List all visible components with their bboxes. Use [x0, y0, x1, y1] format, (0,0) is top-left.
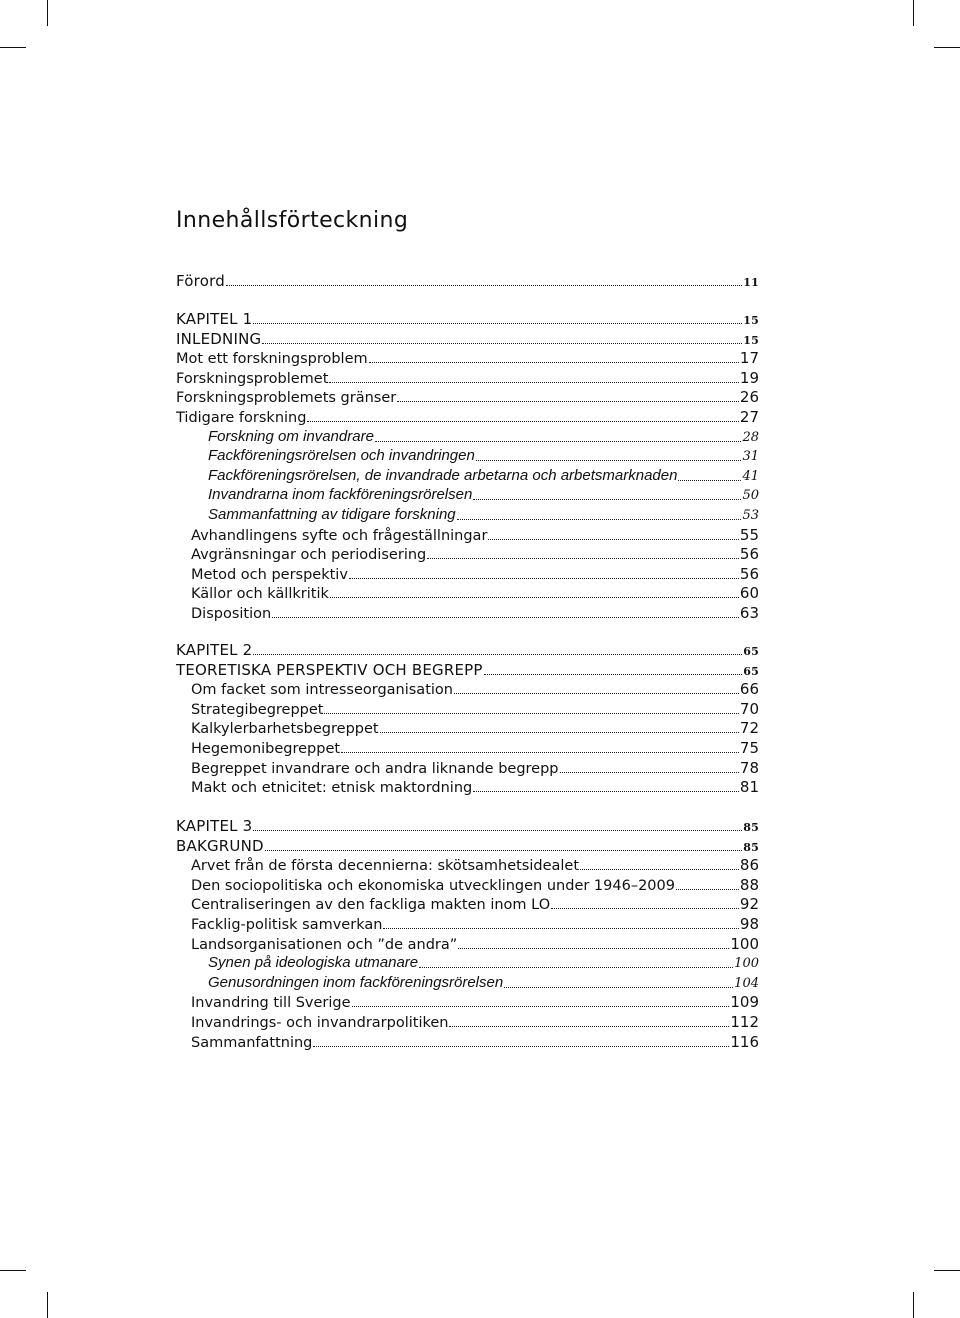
toc-entry-label: Tidigare forskning: [176, 410, 307, 426]
toc-entry-label: Källor och källkritik: [191, 586, 329, 603]
toc-dot-leader: [473, 485, 741, 500]
toc-entry[interactable]: [176, 329, 759, 349]
toc-entry[interactable]: [208, 466, 759, 486]
toc-entry-page: 31: [742, 449, 759, 465]
toc-entry[interactable]: [191, 894, 759, 914]
toc-dot-leader: [265, 836, 742, 851]
toc-dot-leader: [457, 505, 742, 520]
toc-dot-leader: [560, 758, 739, 773]
toc-entry[interactable]: [176, 271, 759, 291]
toc-entry[interactable]: [176, 407, 759, 427]
toc-entry-label: TEORETISKA PERSPEKTIV OCH BEGREPP: [176, 660, 483, 679]
toc-entry-label: Centraliseringen av den fackliga makten inom LO: [191, 897, 551, 914]
toc-entry[interactable]: [176, 836, 759, 856]
toc-entry[interactable]: [191, 564, 759, 584]
toc-dot-leader: [369, 348, 739, 363]
toc-entry-label: Mot ett forskningsproblem: [176, 351, 368, 368]
toc-entry[interactable]: [208, 446, 759, 466]
toc-entry-label: Fackföreningsrörelsen och invandringen: [208, 447, 475, 465]
toc-entry-label: Sammanfattning: [191, 1034, 313, 1051]
toc-entry-page: 27: [739, 408, 759, 426]
toc-entry-page: 92: [739, 895, 759, 914]
toc-entry-page: 66: [739, 680, 759, 699]
toc-entry-label: Avgränsningar och periodisering: [191, 547, 427, 564]
toc-entry-page: 56: [739, 564, 759, 583]
toc-entry-label: BAKGRUND: [176, 836, 264, 855]
toc-entry-page: 53: [742, 508, 759, 523]
toc-dot-leader: [488, 525, 738, 540]
toc-entry-page: 116: [730, 1032, 759, 1051]
toc-entry-label: Invandrarna inom fackföreningsrörelsen: [208, 486, 473, 504]
toc-entry-label: Arvet från de första decennierna: skötsamhetsidealet: [191, 858, 580, 875]
toc-dot-leader: [676, 875, 739, 890]
toc-entry-page: 85: [743, 840, 759, 854]
toc-dot-leader: [484, 660, 743, 675]
toc-entry-label: Genusordningen inom fackföreningsrörelsen: [208, 973, 504, 991]
toc-entry-page: 85: [743, 821, 759, 834]
toc-entry[interactable]: [208, 485, 759, 505]
toc-dot-leader: [383, 914, 738, 929]
toc-entry[interactable]: [191, 855, 759, 875]
toc-dot-leader: [476, 446, 742, 461]
toc-dot-leader: [473, 777, 739, 792]
toc-dot-leader: [253, 640, 742, 655]
toc-entry-page: 26: [739, 388, 759, 407]
toc-entry-page: 60: [739, 584, 759, 603]
toc-entry-label: Facklig-politisk samverkan: [191, 917, 383, 933]
toc-dot-leader: [341, 738, 739, 753]
toc-entry-label: Disposition: [191, 606, 272, 622]
toc-entry[interactable]: [191, 777, 759, 797]
toc-dot-leader: [313, 1032, 729, 1047]
toc-entry-page: 15: [743, 333, 759, 347]
toc-entry-page: 55: [739, 525, 759, 544]
toc-entry[interactable]: [176, 640, 759, 660]
toc-dot-leader: [272, 603, 739, 618]
toc-dot-leader: [329, 368, 739, 383]
toc-dot-leader: [330, 583, 739, 598]
toc-dot-leader: [419, 953, 733, 968]
toc-entry[interactable]: [191, 525, 759, 545]
toc-entry-page: 72: [739, 719, 759, 738]
toc-entry-page: 63: [739, 604, 759, 622]
toc-dot-leader: [580, 855, 739, 870]
toc-entry-page: 70: [739, 699, 759, 718]
toc-entry-page: 28: [742, 429, 759, 445]
toc-entry[interactable]: [176, 348, 759, 368]
toc-entry[interactable]: [191, 758, 759, 778]
toc-entry[interactable]: [191, 603, 759, 623]
toc-entry-page: 75: [739, 739, 759, 757]
toc-entry-label: Kalkylerbarhetsbegreppet: [191, 721, 379, 738]
toc-dot-leader: [380, 718, 739, 733]
toc-dot-leader: [262, 329, 742, 344]
toc-entry[interactable]: [176, 816, 759, 836]
toc-entry-label: Landsorganisationen och ”de andra”: [191, 936, 458, 953]
toc-entry-page: 100: [734, 956, 759, 972]
toc-entry[interactable]: [191, 1032, 759, 1052]
toc-entry-page: 98: [739, 915, 759, 933]
toc-dot-leader: [307, 407, 738, 422]
toc-entry[interactable]: [176, 309, 759, 329]
toc-entry-label: Sammanfattning av tidigare forskning: [208, 506, 456, 523]
toc-dot-leader: [504, 973, 733, 988]
page-title: Innehållsförteckning: [176, 208, 409, 233]
toc-dot-leader: [375, 427, 742, 442]
toc-entry-page: 17: [739, 349, 759, 368]
toc-entry-label: Forskning om invandrare: [208, 427, 374, 445]
toc-entry[interactable]: [191, 679, 759, 699]
toc-entry-page: 88: [739, 875, 759, 894]
toc-dot-leader: [349, 564, 739, 579]
toc-entry-label: Makt och etnicitet: etnisk maktordning: [191, 780, 473, 797]
toc-entry-page: 109: [730, 993, 759, 1012]
toc-entry-page: 86: [739, 856, 759, 875]
toc-entry-page: 104: [734, 975, 759, 991]
toc-entry-page: 41: [742, 468, 759, 484]
toc-entry[interactable]: [191, 934, 759, 954]
toc-entry-page: 100: [730, 934, 759, 953]
toc-dot-leader: [551, 894, 739, 909]
toc-entry-label: Strategibegreppet: [191, 701, 324, 718]
toc-entry[interactable]: [191, 699, 759, 719]
toc-entry-label: Fackföreningsrörelsen, de invandrade arbetarna och arbetsmarknaden: [208, 466, 678, 484]
toc-entry-label: Förord: [176, 272, 225, 290]
toc-entry-page: 78: [739, 758, 759, 777]
toc-entry-label: Metod och perspektiv: [191, 566, 348, 583]
toc-entry-page: 56: [739, 545, 759, 564]
toc-dot-leader: [458, 934, 729, 949]
toc-entry-label: KAPITEL 1: [176, 310, 253, 328]
toc-entry-label: Forskningsproblemet: [176, 370, 329, 387]
toc-entry-page: 11: [743, 276, 759, 289]
toc-entry-page: 112: [730, 1013, 759, 1031]
toc-entry[interactable]: [208, 973, 759, 993]
toc-entry[interactable]: [208, 427, 759, 447]
toc-dot-leader: [226, 271, 742, 286]
toc-entry-label: Begreppet invandrare och andra liknande begrepp: [191, 760, 559, 777]
toc-dot-leader: [253, 309, 742, 324]
toc-entry[interactable]: [191, 875, 759, 895]
toc-entry[interactable]: [191, 914, 759, 934]
toc-entry-label: Om facket som intresseorganisation: [191, 682, 453, 699]
toc-entry-label: KAPITEL 3: [176, 817, 253, 835]
toc-entry-label: INLEDNING: [176, 329, 262, 348]
toc-entry[interactable]: [191, 992, 759, 1012]
toc-entry-label: Invandrings- och invandrarpolitiken: [191, 1015, 449, 1031]
toc-entry-label: Hegemonibegreppet: [191, 741, 341, 757]
toc-dot-leader: [324, 699, 738, 714]
toc-entry-label: Avhandlingens syfte och frågeställningar: [191, 527, 488, 544]
toc-dot-leader: [397, 387, 739, 402]
toc-entry-page: 81: [739, 778, 759, 797]
toc-entry-label: Den sociopolitiska och ekonomiska utvecklingen under 1946–2009: [191, 877, 675, 894]
toc-entry[interactable]: [191, 583, 759, 603]
toc-entry-label: Invandring till Sverige: [191, 995, 351, 1012]
toc-entry-page: 15: [743, 314, 759, 327]
toc-entry[interactable]: [176, 387, 759, 407]
toc-entry[interactable]: [208, 505, 759, 525]
toc-entry-page: 50: [742, 488, 759, 504]
toc-entry[interactable]: [191, 738, 759, 758]
toc-entry-page: 65: [743, 664, 759, 678]
toc-entry[interactable]: [191, 718, 759, 738]
toc-dot-leader: [427, 544, 739, 559]
toc-dot-leader: [352, 992, 730, 1007]
toc-entry[interactable]: [191, 1012, 759, 1032]
toc-dot-leader: [449, 1012, 729, 1027]
toc-dot-leader: [253, 816, 742, 831]
toc-dot-leader: [454, 679, 739, 694]
toc-entry-label: KAPITEL 2: [176, 641, 253, 659]
toc-entry-label: Synen på ideologiska utmanare: [208, 954, 419, 972]
toc-entry-page: 19: [739, 368, 759, 387]
toc-entry[interactable]: [191, 544, 759, 564]
toc-entry-label: Forskningsproblemets gränser: [176, 390, 397, 407]
toc-entry[interactable]: [176, 368, 759, 388]
toc-entry[interactable]: [208, 953, 759, 973]
toc-entry[interactable]: [176, 660, 759, 680]
toc-entry-page: 65: [743, 645, 759, 658]
toc-dot-leader: [678, 466, 741, 481]
